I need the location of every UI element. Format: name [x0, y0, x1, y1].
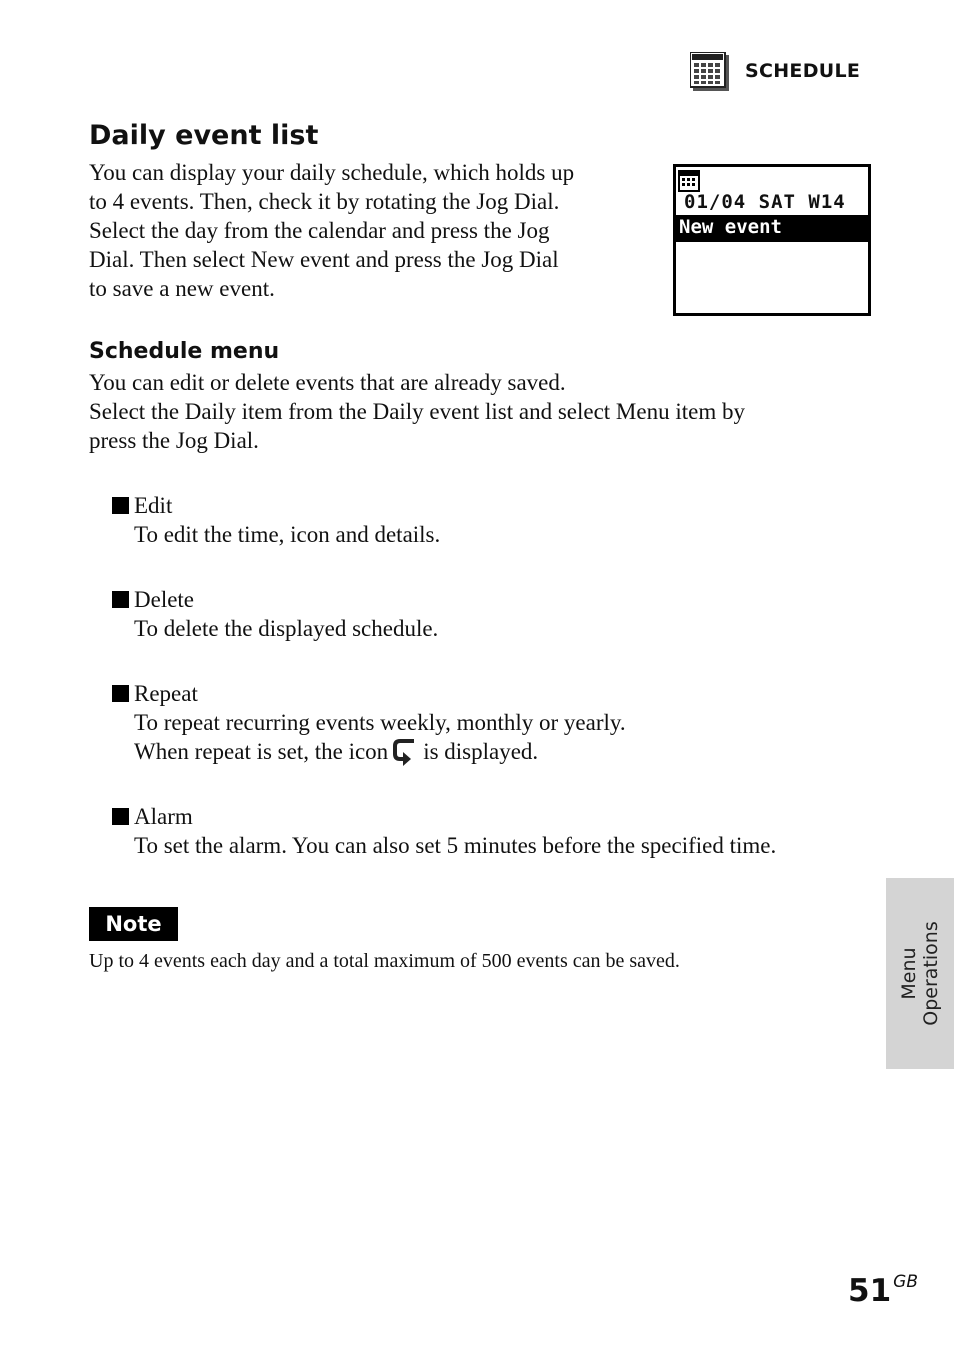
side-section-tab: [886, 878, 954, 1069]
note-text: Up to 4 events each day and a total maximum of 500 events can be saved.: [89, 950, 680, 972]
square-bullet-icon: [112, 685, 129, 702]
intro-line: Dial. Then select New event and press the Jog Dial: [89, 247, 559, 272]
intro-line: Select the day from the calendar and press the Jog: [89, 218, 550, 243]
delete-item-heading: [112, 585, 194, 614]
repeat-note-before: When repeat is set, the icon: [134, 739, 389, 764]
edit-item-heading: [112, 491, 172, 520]
alarm-item-description: To set the alarm. You can also set 5 minutes before the specified time.: [134, 833, 777, 858]
page-number-suffix: GB: [893, 1272, 918, 1292]
device-screen: [673, 164, 871, 316]
repeat-arrow-icon: [392, 737, 420, 767]
page-number-value: 51: [848, 1273, 892, 1309]
schedule-calendar-icon: [690, 52, 730, 92]
side-tab-line: Menu: [898, 947, 920, 1000]
intro-line: You can display your daily schedule, which holds up: [89, 160, 575, 185]
side-tab-label: [886, 878, 954, 1069]
screen-divider: [676, 240, 868, 242]
menu-intro-line: Select the Daily item from the Daily event list and select Menu item by: [89, 399, 745, 424]
delete-item-label: Delete: [134, 587, 195, 612]
menu-intro-line: press the Jog Dial.: [89, 428, 259, 453]
alarm-item-label: Alarm: [134, 804, 193, 829]
repeat-item-icon-note: [134, 737, 538, 767]
square-bullet-icon: [112, 591, 129, 608]
calendar-grid-icon: [678, 170, 700, 192]
repeat-item-label: Repeat: [134, 681, 198, 706]
delete-item-description: To delete the displayed schedule.: [134, 616, 439, 641]
page-number: [848, 1272, 918, 1309]
square-bullet-icon: [112, 497, 129, 514]
intro-paragraph: [89, 158, 659, 303]
intro-line: to save a new event.: [89, 276, 275, 301]
side-tab-line: Operations: [920, 921, 942, 1026]
edit-item-description: To edit the time, icon and details.: [134, 522, 441, 547]
repeat-item-description: To repeat recurring events weekly, monthly or yearly.: [134, 710, 626, 735]
alarm-item-heading: [112, 802, 193, 831]
screen-new-event-item: New event: [679, 216, 782, 238]
edit-item-label: Edit: [134, 493, 173, 518]
repeat-item-heading: [112, 679, 198, 708]
section-header-label: SCHEDULE: [745, 60, 861, 82]
screen-date-line: 01/04 SAT W14: [684, 191, 846, 213]
intro-line: to 4 events. Then, check it by rotating the Jog Dial.: [89, 189, 560, 214]
page-title: Daily event list: [89, 120, 319, 151]
screen-selected-row: [676, 215, 868, 240]
square-bullet-icon: [112, 808, 129, 825]
schedule-menu-paragraph: [89, 368, 849, 455]
menu-intro-line: You can edit or delete events that are already saved.: [89, 370, 566, 395]
note-badge: Note: [89, 907, 178, 941]
schedule-menu-heading: Schedule menu: [89, 339, 280, 364]
repeat-note-after: is displayed.: [423, 739, 539, 764]
